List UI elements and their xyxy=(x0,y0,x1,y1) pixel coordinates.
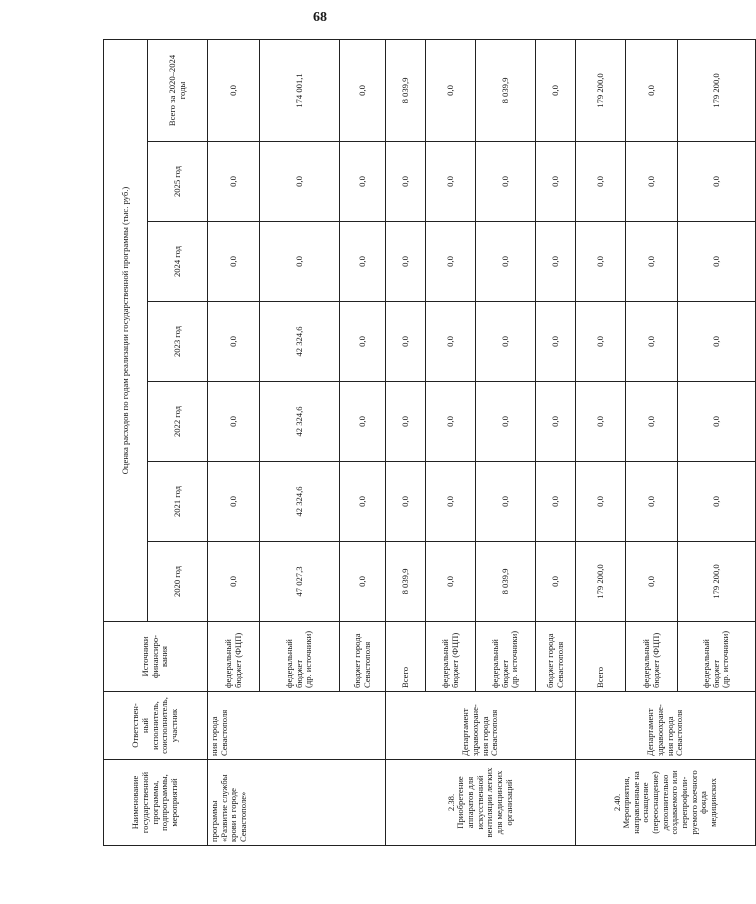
value-cell: 0,0 xyxy=(426,382,476,462)
value-cell: 0,0 xyxy=(536,142,576,222)
value-cell: 0,0 xyxy=(536,462,576,542)
value-cell: 0,0 xyxy=(426,542,476,622)
value-cell: 0,0 xyxy=(386,302,426,382)
value-cell: 0,0 xyxy=(536,382,576,462)
header-group: Оценка расходов по годам реализации государственной программы (тыс. руб.) xyxy=(104,40,148,622)
value-cell: 0,0 xyxy=(340,142,386,222)
value-cell: 174 001,1 xyxy=(260,40,340,142)
value-cell: 8 039,9 xyxy=(476,542,536,622)
value-cell: 0,0 xyxy=(476,222,536,302)
source-cell: федеральный бюджет (др. источники) xyxy=(678,622,756,692)
header-year: 2022 год xyxy=(148,382,208,462)
value-cell: 0,0 xyxy=(626,382,678,462)
expenses-table xyxy=(103,39,756,846)
table-row xyxy=(208,40,260,846)
value-cell: 0,0 xyxy=(536,222,576,302)
value-cell: 0,0 xyxy=(340,40,386,142)
value-cell: 0,0 xyxy=(386,222,426,302)
value-cell: 0,0 xyxy=(576,302,626,382)
header-year: 2024 год xyxy=(148,222,208,302)
value-cell: 0,0 xyxy=(426,40,476,142)
value-cell: 179 200,0 xyxy=(678,542,756,622)
table-row xyxy=(576,40,626,846)
value-cell: 42 324,6 xyxy=(260,462,340,542)
value-cell: 0,0 xyxy=(536,40,576,142)
value-cell: 0,0 xyxy=(426,462,476,542)
value-cell: 179 200,0 xyxy=(678,40,756,142)
value-cell: 0,0 xyxy=(386,382,426,462)
header-row-group xyxy=(104,40,148,846)
source-cell: федеральный бюджет (ФЦП) xyxy=(626,622,678,692)
header-executor: Ответствен- ный исполнитель, соисполнитель, участник xyxy=(104,692,208,760)
source-cell: федеральный бюджет (др. источники) xyxy=(476,622,536,692)
measure-name-cell: программы «Развитие службы крови в городе Севастополе» xyxy=(208,760,386,846)
value-cell: 179 200,0 xyxy=(576,542,626,622)
value-cell: 0,0 xyxy=(576,382,626,462)
value-cell: 8 039,9 xyxy=(386,40,426,142)
value-cell: 0,0 xyxy=(536,542,576,622)
value-cell: 0,0 xyxy=(208,462,260,542)
value-cell: 0,0 xyxy=(208,382,260,462)
value-cell: 42 324,6 xyxy=(260,382,340,462)
value-cell: 0,0 xyxy=(340,542,386,622)
header-year: 2020 год xyxy=(148,542,208,622)
header-year: 2021 год xyxy=(148,462,208,542)
source-cell: Всего xyxy=(386,622,426,692)
value-cell: 0,0 xyxy=(340,222,386,302)
value-cell: 0,0 xyxy=(476,142,536,222)
value-cell: 0,0 xyxy=(426,302,476,382)
value-cell: 0,0 xyxy=(260,222,340,302)
table-body xyxy=(208,40,756,846)
value-cell: 0,0 xyxy=(536,302,576,382)
measure-name-cell: 2.40. Мероприятия, направленные на оснащение (переоснащение) дополнительно создаваемого или перепрофили- руемого коечного фонда медицинских xyxy=(576,760,756,846)
executor-cell: ния города Севастополя xyxy=(208,692,386,760)
source-cell: федеральный бюджет (ФЦП) xyxy=(426,622,476,692)
header-name: Наименование государственной программы, подпрограммы, мероприятий xyxy=(104,760,208,846)
header-source: Источники финансиро- вания xyxy=(104,622,208,692)
value-cell: 179 200,0 xyxy=(576,40,626,142)
value-cell: 0,0 xyxy=(260,142,340,222)
value-cell: 0,0 xyxy=(576,142,626,222)
executor-cell: Департамент здравоохране- ния города Севастополя xyxy=(386,692,576,760)
header-total: Всего за 2020–2024 годы xyxy=(148,40,208,142)
value-cell: 0,0 xyxy=(626,142,678,222)
value-cell: 0,0 xyxy=(626,542,678,622)
source-cell: бюджет города Севастополя xyxy=(340,622,386,692)
source-cell: федеральный бюджет (ФЦП) xyxy=(208,622,260,692)
executor-cell: Департамент здравоохране- ния города Севастополя xyxy=(576,692,756,760)
value-cell: 0,0 xyxy=(576,462,626,542)
table-row xyxy=(386,40,426,846)
value-cell: 0,0 xyxy=(208,302,260,382)
source-cell: федеральный бюджет (др. источники) xyxy=(260,622,340,692)
value-cell: 0,0 xyxy=(386,462,426,542)
value-cell: 0,0 xyxy=(426,222,476,302)
value-cell: 0,0 xyxy=(208,542,260,622)
value-cell: 0,0 xyxy=(626,40,678,142)
value-cell: 0,0 xyxy=(208,142,260,222)
value-cell: 0,0 xyxy=(340,462,386,542)
measure-name-cell: 2.38. Приобретение аппаратов для искусственной вентиляции легких для медицинских организаций xyxy=(386,760,576,846)
source-cell: Всего xyxy=(576,622,626,692)
value-cell: 0,0 xyxy=(340,382,386,462)
value-cell: 47 027,3 xyxy=(260,542,340,622)
value-cell: 0,0 xyxy=(426,142,476,222)
value-cell: 0,0 xyxy=(678,222,756,302)
value-cell: 0,0 xyxy=(626,222,678,302)
value-cell: 0,0 xyxy=(678,302,756,382)
value-cell: 0,0 xyxy=(476,302,536,382)
rotated-table-wrapper xyxy=(103,40,731,846)
value-cell: 0,0 xyxy=(576,222,626,302)
value-cell: 0,0 xyxy=(476,382,536,462)
header-year: 2023 год xyxy=(148,302,208,382)
page-number: 68 xyxy=(313,10,327,25)
value-cell: 0,0 xyxy=(678,382,756,462)
source-cell: бюджет города Севастополя xyxy=(536,622,576,692)
value-cell: 0,0 xyxy=(208,40,260,142)
value-cell: 42 324,6 xyxy=(260,302,340,382)
value-cell: 0,0 xyxy=(626,462,678,542)
value-cell: 0,0 xyxy=(476,462,536,542)
value-cell: 8 039,9 xyxy=(476,40,536,142)
header-year: 2025 год xyxy=(148,142,208,222)
value-cell: 0,0 xyxy=(340,302,386,382)
value-cell: 0,0 xyxy=(386,142,426,222)
value-cell: 0,0 xyxy=(678,142,756,222)
value-cell: 8 039,9 xyxy=(386,542,426,622)
value-cell: 0,0 xyxy=(678,462,756,542)
value-cell: 0,0 xyxy=(626,302,678,382)
value-cell: 0,0 xyxy=(208,222,260,302)
